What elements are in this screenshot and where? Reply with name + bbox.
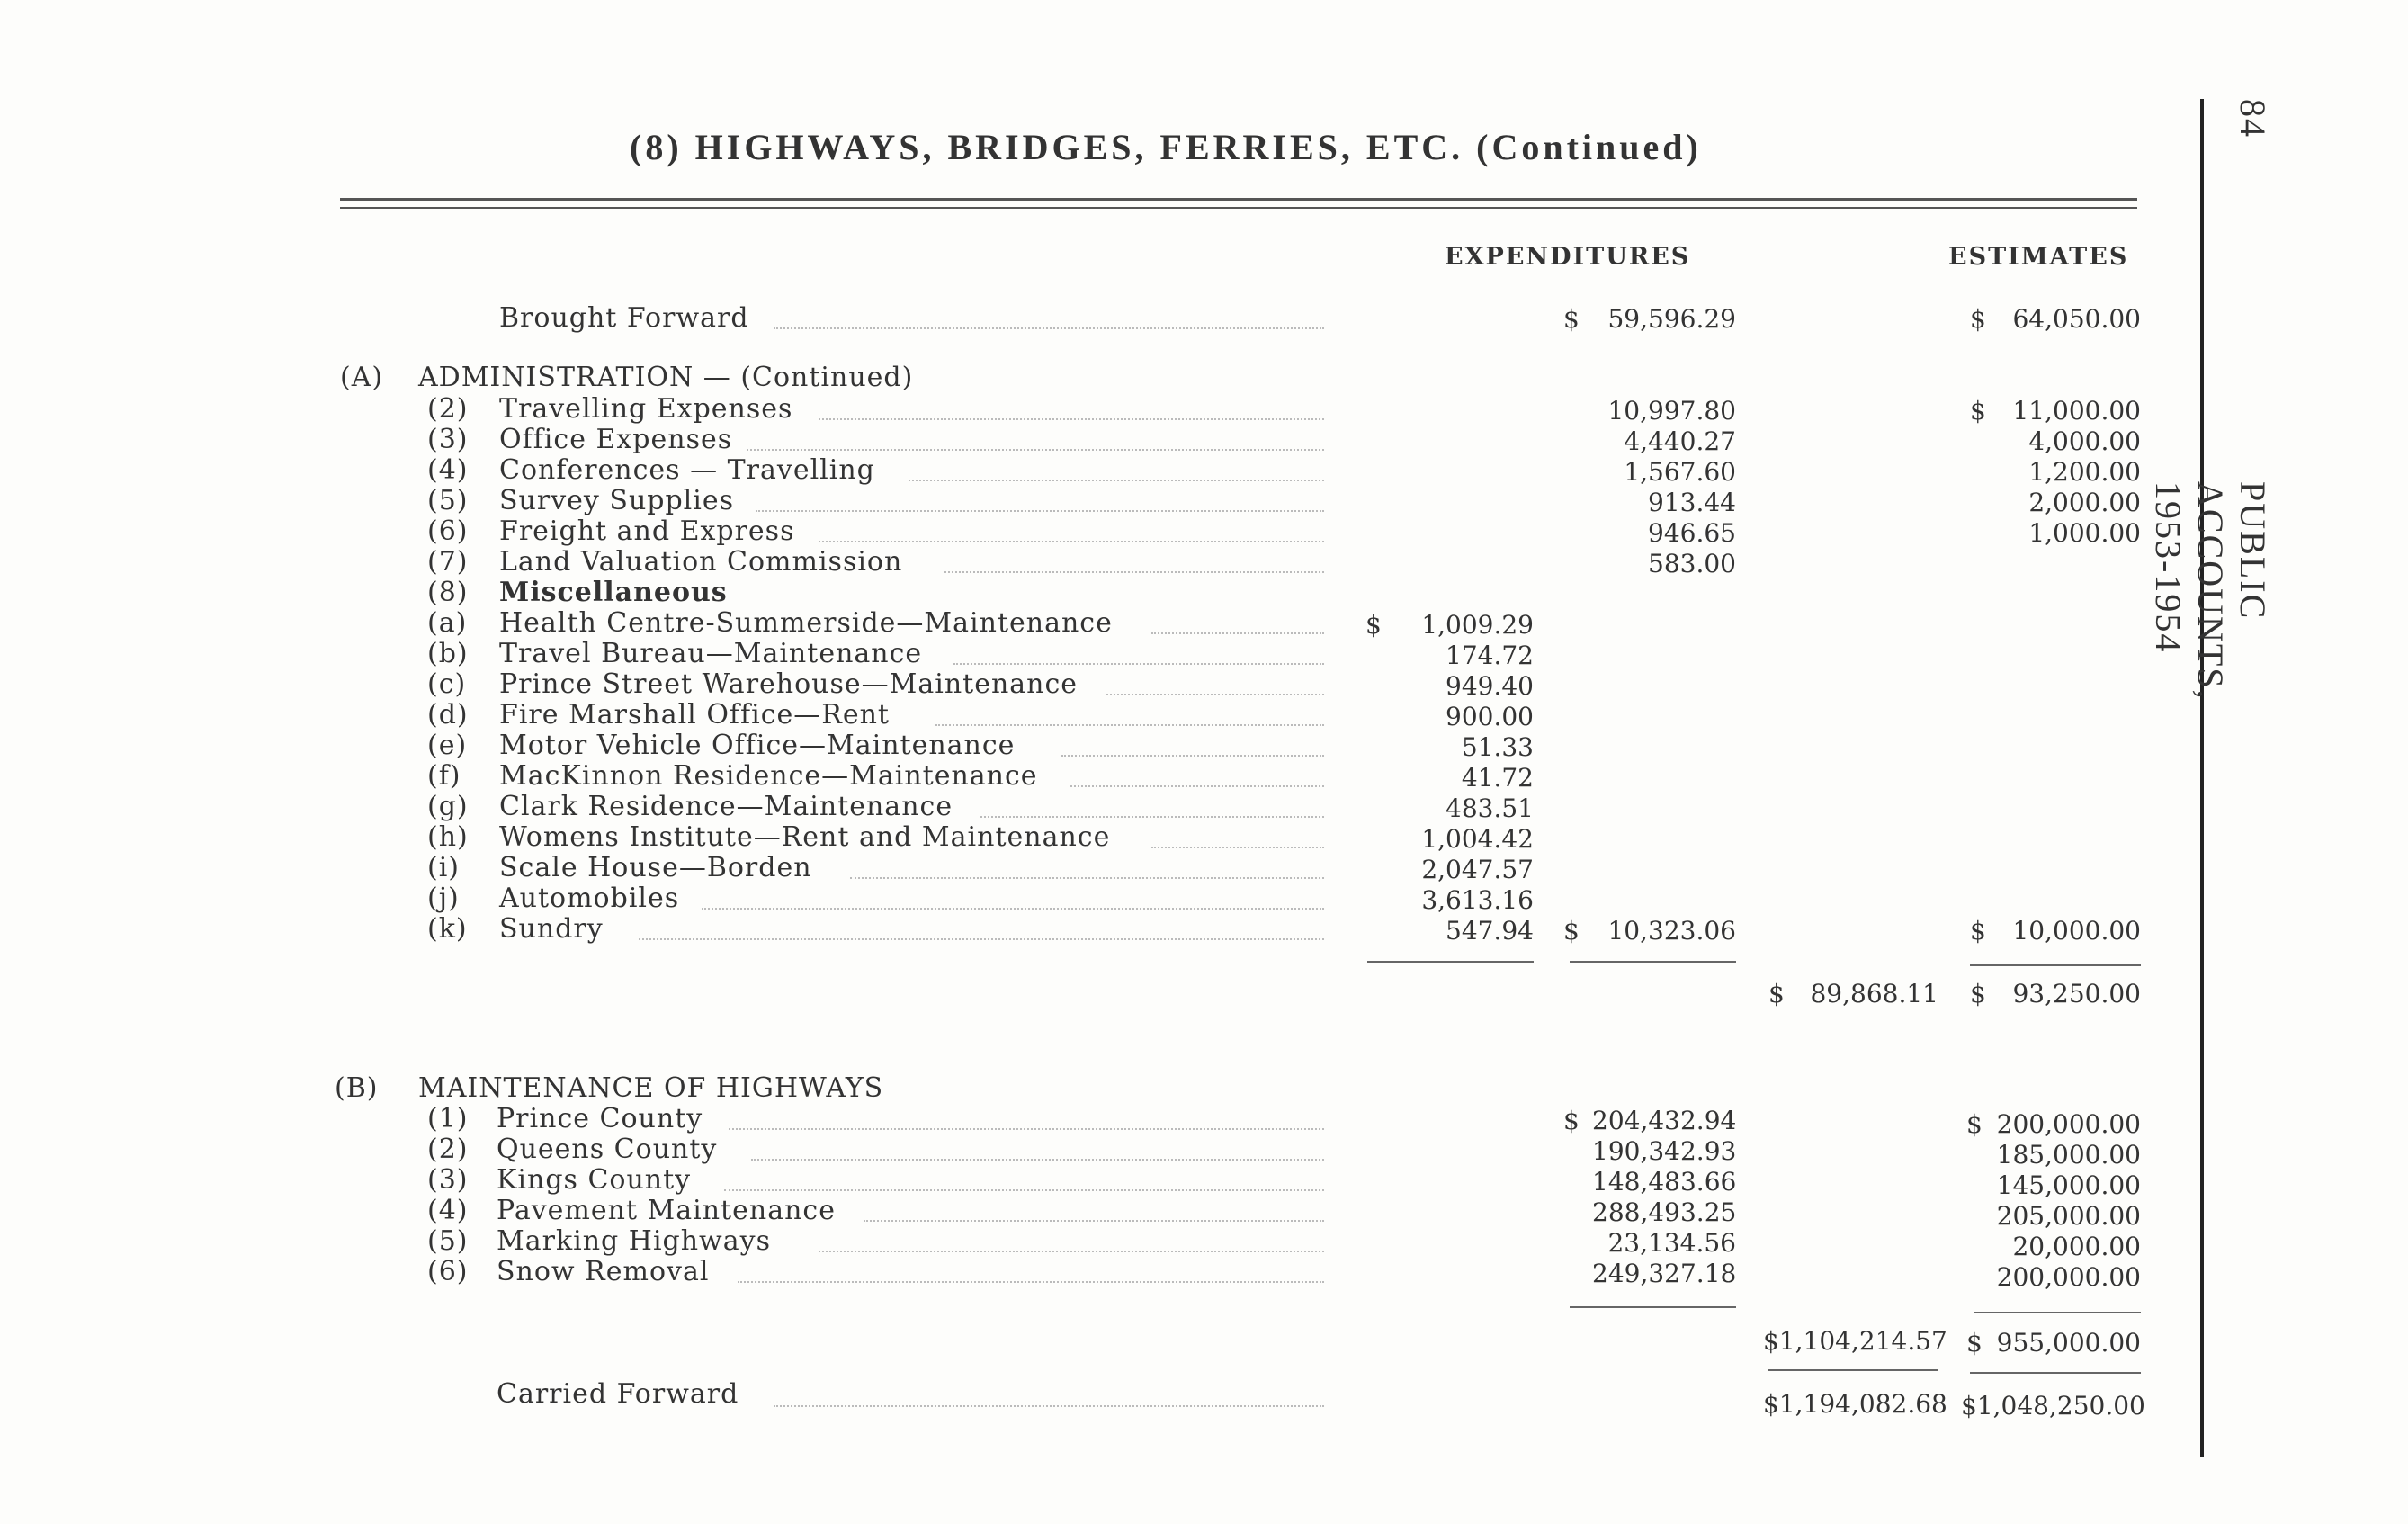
brought-forward-label: Brought Forward xyxy=(499,302,749,334)
leader-dots xyxy=(980,816,1324,818)
leader-dots xyxy=(864,1220,1324,1222)
misc-total-estimate: 10,000.00 xyxy=(2012,916,2141,946)
item-expenditure: 288,493.25 xyxy=(1592,1197,1737,1227)
subitem-amount: 1,004.42 xyxy=(1421,824,1534,854)
subtotal-rule xyxy=(1970,964,2141,966)
leader-dots xyxy=(724,1189,1324,1191)
subtotal-rule xyxy=(1367,961,1534,963)
subitem-label: Automobiles xyxy=(499,883,680,914)
brought-forward-expenditure: 59,596.29 xyxy=(1607,304,1736,334)
subitem-amount: 1,009.29 xyxy=(1421,610,1534,640)
subitem-amount: 900.00 xyxy=(1446,702,1534,731)
currency-sign: $ xyxy=(1966,1328,1983,1358)
item-number: (2) xyxy=(427,1134,469,1165)
leader-dots xyxy=(909,480,1324,481)
item-expenditure: 204,432.94 xyxy=(1592,1106,1737,1135)
subitem-label: Womens Institute—Rent and Maintenance xyxy=(499,821,1111,853)
subitem-label: Clark Residence—Maintenance xyxy=(499,791,953,822)
currency-sign: $ xyxy=(1970,916,1986,946)
subtotal-rule xyxy=(1570,1306,1736,1308)
leader-dots xyxy=(751,1159,1324,1161)
subitem-amount: 51.33 xyxy=(1461,732,1534,762)
subitem-label: MacKinnon Residence—Maintenance xyxy=(499,760,1038,792)
item-label: Conferences — Travelling xyxy=(499,454,875,486)
subitem-label: Fire Marshall Office—Rent xyxy=(499,699,890,731)
leader-dots xyxy=(774,327,1324,329)
item-expenditure: 190,342.93 xyxy=(1592,1136,1737,1166)
item-number: (5) xyxy=(427,485,469,516)
subitem-number: (c) xyxy=(427,668,467,700)
item-number: (4) xyxy=(427,454,469,486)
item-label: Snow Removal xyxy=(497,1256,710,1287)
leader-dots xyxy=(729,1128,1324,1130)
leader-dots xyxy=(1151,632,1324,634)
item-estimate: 1,000.00 xyxy=(2028,518,2141,548)
total-rule xyxy=(1970,1372,2141,1374)
item-label: Kings County xyxy=(497,1164,692,1196)
subitem-amount: 174.72 xyxy=(1446,641,1534,670)
currency-sign: $ xyxy=(1970,979,1986,1009)
item-estimate: 1,200.00 xyxy=(2028,457,2141,487)
subitem-amount: 483.51 xyxy=(1446,793,1534,823)
subitem-amount: 41.72 xyxy=(1461,763,1534,793)
leader-dots xyxy=(738,1281,1324,1283)
subitem-label: Health Centre-Summerside—Maintenance xyxy=(499,607,1113,639)
section-a-title: ADMINISTRATION — (Continued) xyxy=(418,362,914,393)
total-rule xyxy=(1768,1369,1938,1371)
item-number: (5) xyxy=(427,1225,469,1257)
leader-dots xyxy=(702,908,1324,910)
page-heading: (8) HIGHWAYS, BRIDGES, FERRIES, ETC. (Continued) xyxy=(630,127,1702,167)
subtotal-rule xyxy=(1570,961,1736,963)
leader-dots xyxy=(819,541,1324,542)
subitem-number: (b) xyxy=(427,638,469,669)
leader-dots xyxy=(1106,694,1324,695)
item-label: Travelling Expenses xyxy=(499,393,793,425)
subitem-number: (d) xyxy=(427,699,469,731)
item-number: (2) xyxy=(427,393,469,425)
item-estimate: 200,000.00 xyxy=(1996,1109,2141,1139)
section-b-total-estimate: 955,000.00 xyxy=(1996,1328,2141,1358)
item-expenditure: 583.00 xyxy=(1648,549,1736,578)
leader-dots xyxy=(935,724,1324,726)
subitem-number: (g) xyxy=(427,791,469,822)
section-b-title: MAINTENANCE OF HIGHWAYS xyxy=(418,1072,884,1104)
page-number: 84 xyxy=(2233,99,2273,139)
item-expenditure: 23,134.56 xyxy=(1607,1228,1736,1258)
leader-dots xyxy=(1070,785,1324,787)
margin-rule xyxy=(2200,99,2204,1457)
leader-dots xyxy=(953,663,1324,665)
item-label: Freight and Express xyxy=(499,515,795,547)
currency-sign: $ xyxy=(1970,304,1986,334)
item-label: Queens County xyxy=(497,1134,718,1165)
subitem-number: (e) xyxy=(427,730,468,761)
item-label: Prince County xyxy=(497,1103,703,1134)
item-number: (1) xyxy=(427,1103,469,1134)
carried-forward-label: Carried Forward xyxy=(497,1378,739,1410)
item-estimate: 145,000.00 xyxy=(1996,1170,2141,1200)
subitem-number: (i) xyxy=(427,852,461,883)
subitem-label: Prince Street Warehouse—Maintenance xyxy=(499,668,1079,700)
item-estimate: 20,000.00 xyxy=(2012,1232,2141,1261)
item-expenditure: 4,440.27 xyxy=(1624,426,1736,456)
item-label: Land Valuation Commission xyxy=(499,546,903,578)
leader-dots xyxy=(850,877,1324,879)
estimates-header: ESTIMATES xyxy=(1948,243,2129,271)
misc-total-expenditure: 10,323.06 xyxy=(1607,916,1736,946)
item-expenditure: 10,997.80 xyxy=(1607,396,1736,426)
item-expenditure: 946.65 xyxy=(1648,518,1736,548)
brought-forward-estimate: 64,050.00 xyxy=(2012,304,2141,334)
subtotal-rule xyxy=(1974,1312,2141,1313)
leader-dots xyxy=(1061,755,1324,757)
item-expenditure: 913.44 xyxy=(1648,488,1736,517)
section-a-total-expenditure: 89,868.11 xyxy=(1810,979,1938,1009)
subitem-amount: 547.94 xyxy=(1446,916,1534,946)
misc-title: Miscellaneous xyxy=(499,577,728,608)
item-expenditure: 148,483.66 xyxy=(1592,1167,1737,1197)
item-estimate: 11,000.00 xyxy=(2012,396,2141,426)
currency-sign: $ xyxy=(1970,396,1986,426)
leader-dots xyxy=(944,571,1324,573)
currency-sign: $ xyxy=(1563,304,1580,334)
leader-dots xyxy=(819,418,1324,420)
item-label: Office Expenses xyxy=(499,424,733,455)
item-label: Marking Highways xyxy=(497,1225,771,1257)
item-estimate: 4,000.00 xyxy=(2028,426,2141,456)
subitem-amount: 2,047.57 xyxy=(1421,855,1534,884)
section-a-total-estimate: 93,250.00 xyxy=(2012,979,2141,1009)
currency-sign: $ xyxy=(1563,916,1580,946)
section-a-code: (A) xyxy=(340,362,384,393)
expenditures-header: EXPENDITURES xyxy=(1445,243,1691,271)
item-number: (3) xyxy=(427,424,469,455)
currency-sign: $ xyxy=(1563,1106,1580,1135)
carried-forward-expenditure: $1,194,082.68 xyxy=(1763,1389,1947,1419)
item-estimate: 205,000.00 xyxy=(1996,1201,2141,1231)
item-expenditure: 249,327.18 xyxy=(1592,1259,1737,1288)
leader-dots xyxy=(1151,847,1324,848)
leader-dots xyxy=(639,938,1324,940)
currency-sign: $ xyxy=(1966,1109,1983,1139)
subitem-label: Motor Vehicle Office—Maintenance xyxy=(499,730,1016,761)
subitem-label: Scale House—Borden xyxy=(499,852,812,883)
heading-rule-bottom xyxy=(340,207,2137,209)
item-label: Survey Supplies xyxy=(499,485,735,516)
subitem-number: (a) xyxy=(427,607,468,639)
subitem-number: (j) xyxy=(427,883,460,914)
subitem-label: Sundry xyxy=(499,913,604,945)
heading-rule-top xyxy=(340,198,2137,201)
subitem-label: Travel Bureau—Maintenance xyxy=(499,638,923,669)
item-estimate: 2,000.00 xyxy=(2028,488,2141,517)
item-number: (4) xyxy=(427,1195,469,1226)
leader-dots xyxy=(747,449,1324,451)
running-title: PUBLIC ACCOUNTS, 1953-1954 xyxy=(2148,481,2273,701)
leader-dots xyxy=(756,510,1324,512)
leader-dots xyxy=(774,1405,1324,1407)
section-b-total-expenditure: $1,104,214.57 xyxy=(1763,1326,1947,1356)
currency-sign: $ xyxy=(1365,610,1382,640)
subitem-number: (f) xyxy=(427,760,461,792)
currency-sign: $ xyxy=(1768,979,1785,1009)
item-number: (6) xyxy=(427,515,469,547)
subitem-number: (h) xyxy=(427,821,469,853)
leader-dots xyxy=(819,1251,1324,1252)
item-expenditure: 1,567.60 xyxy=(1624,457,1736,487)
section-b-code: (B) xyxy=(335,1072,379,1104)
item-number: (7) xyxy=(427,546,469,578)
item-estimate: 185,000.00 xyxy=(1996,1140,2141,1170)
item-estimate: 200,000.00 xyxy=(1996,1262,2141,1292)
item-number: (3) xyxy=(427,1164,469,1196)
subitem-amount: 949.40 xyxy=(1446,671,1534,701)
subitem-number: (k) xyxy=(427,913,468,945)
subitem-amount: 3,613.16 xyxy=(1421,885,1534,915)
item-number: (6) xyxy=(427,1256,469,1287)
carried-forward-estimate: $1,048,250.00 xyxy=(1961,1391,2145,1421)
item-number: (8) xyxy=(427,577,469,608)
item-label: Pavement Maintenance xyxy=(497,1195,836,1226)
